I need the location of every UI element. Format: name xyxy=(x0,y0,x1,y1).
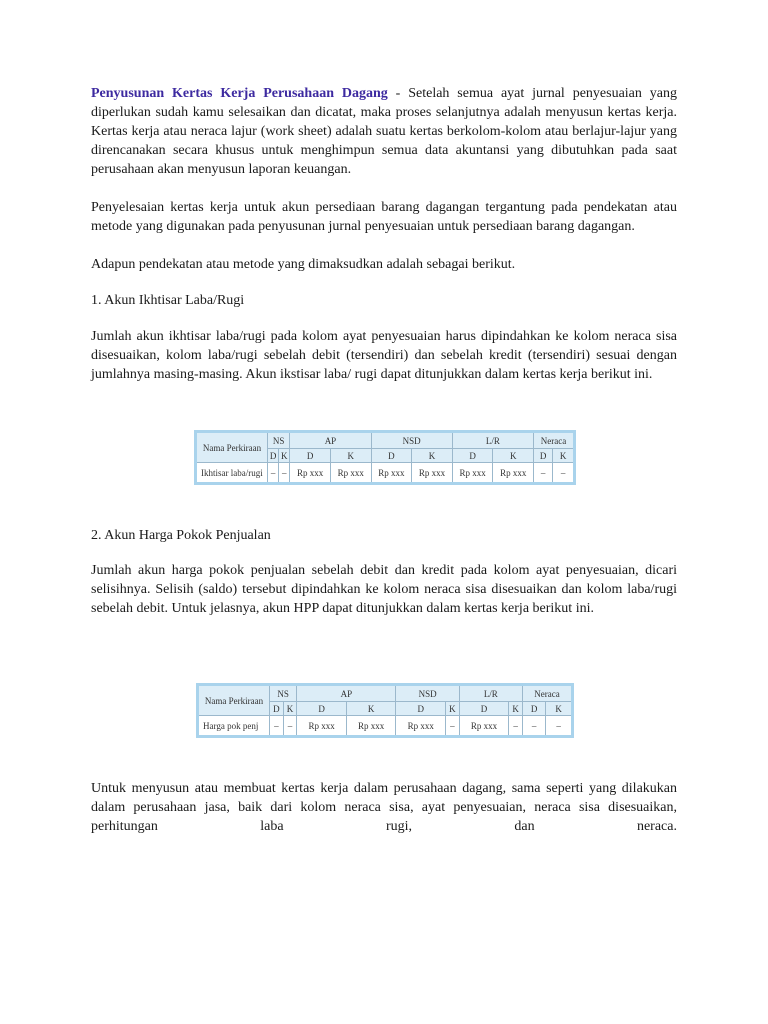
table-cell: – xyxy=(553,463,575,484)
section2-heading: 2. Akun Harga Pokok Penjualan xyxy=(91,528,271,543)
header-debit: D xyxy=(534,449,553,463)
table-cell: – xyxy=(283,716,297,737)
header-ns: NS xyxy=(268,432,290,449)
worksheet-table-2 xyxy=(196,683,574,738)
table-cell: Rp xxx xyxy=(371,463,412,484)
row-label: Ikhtisar laba/rugi xyxy=(196,463,268,484)
header-ap: AP xyxy=(297,685,396,702)
table-cell: – xyxy=(270,716,284,737)
row-label: Harga pok penj xyxy=(198,716,270,737)
header-nama-perkiraan: Nama Perkiraan xyxy=(198,685,270,716)
header-lr: L/R xyxy=(452,432,533,449)
header-debit: D xyxy=(371,449,412,463)
paragraph-2: Penyelesaian kertas kerja untuk akun persediaan barang dagangan tergantung pada pendekatan atau metode yang digunakan pada penyusunan jurnal penyesuaian untuk persediaan barang dagangan. xyxy=(91,200,677,234)
header-nsd: NSD xyxy=(371,432,452,449)
closing-paragraph: Untuk menyusun atau membuat kertas kerja dalam perusahaan dagang, sama seperti yang dilakukan dalam perusahaan jasa, baik dari kolom neraca sisa, ayat penyesuaian, neraca sisa disesuaikan, perhitungan laba rugi, dan neraca. xyxy=(91,781,677,834)
header-kredit: K xyxy=(509,702,523,716)
title-separator: - xyxy=(387,86,409,101)
header-nsd: NSD xyxy=(396,685,459,702)
table-row xyxy=(196,463,575,484)
title-link[interactable]: Penyusunan Kertas Kerja Perusahaan Dagang xyxy=(91,86,388,101)
intro-text: Setelah semua ayat jurnal penyesuaian yang diperlukan sudah kamu selesaikan dan dicatat, maka proses selanjutnya adalah menyusun kertas kerja. Kertas kerja atau neraca lajur (work sheet) adalah suatu kertas berkolom-kolom atau berlajur-lajur yang direncanakan secara khusus untuk menghimpun semua data akuntansi yang dibutuhkan pada saat perusahaan akan menyusun laporan keuangan. xyxy=(91,86,677,177)
section1-heading: 1. Akun Ikhtisar Laba/Rugi xyxy=(91,293,245,308)
header-kredit: K xyxy=(283,702,297,716)
table-cell: Rp xxx xyxy=(346,716,396,737)
header-debit: D xyxy=(297,702,347,716)
header-debit: D xyxy=(270,702,284,716)
header-neraca: Neraca xyxy=(534,432,575,449)
header-kredit: K xyxy=(446,702,460,716)
header-nama-perkiraan: Nama Perkiraan xyxy=(196,432,268,463)
header-debit: D xyxy=(452,449,493,463)
header-debit: D xyxy=(290,449,331,463)
header-ns: NS xyxy=(270,685,297,702)
table-cell: Rp xxx xyxy=(412,463,453,484)
header-kredit: K xyxy=(553,449,575,463)
table-row xyxy=(198,716,573,737)
header-kredit: K xyxy=(330,449,371,463)
header-debit: D xyxy=(396,702,446,716)
header-debit: D xyxy=(522,702,545,716)
table-cell: Rp xxx xyxy=(297,716,347,737)
header-kredit: K xyxy=(412,449,453,463)
header-neraca: Neraca xyxy=(522,685,572,702)
section1-text: Jumlah akun ikhtisar laba/rugi pada kolom ayat penyesuaian harus dipindahkan ke kolom neraca sisa disesuaikan, kolom laba/rugi sebelah debit (tersendiri) dan sebelah kredit (tersendiri) sesuai dengan jumlahnya masing-masing. Akun ikstisar laba/ rugi dapat ditunjukkan dalam kertas kerja berikut ini. xyxy=(91,329,677,382)
table-cell: – xyxy=(446,716,460,737)
table-cell: Rp xxx xyxy=(330,463,371,484)
table-cell: – xyxy=(534,463,553,484)
header-kredit: K xyxy=(546,702,573,716)
table-cell: Rp xxx xyxy=(290,463,331,484)
table-cell: Rp xxx xyxy=(459,716,509,737)
header-lr: L/R xyxy=(459,685,522,702)
header-debit: D xyxy=(459,702,509,716)
table-cell: – xyxy=(268,463,279,484)
table-cell: – xyxy=(279,463,290,484)
intro-paragraph xyxy=(91,84,677,179)
section2-text: Jumlah akun harga pokok penjualan sebelah debit dan kredit pada kolom ayat penyesuaian, dicari selisihnya. Selisih (saldo) tersebut dipindahkan ke kolom neraca sisa disesuaikan dan kolom laba/rugi sebelah debit. Untuk jelasnya, akun HPP dapat ditunjukkan dalam kertas kerja berikut ini. xyxy=(91,563,677,616)
header-kredit: K xyxy=(493,449,534,463)
header-debit: D xyxy=(268,449,279,463)
table-cell: Rp xxx xyxy=(396,716,446,737)
table-cell: – xyxy=(509,716,523,737)
table-cell: Rp xxx xyxy=(493,463,534,484)
table-cell: Rp xxx xyxy=(452,463,493,484)
paragraph-3: Adapun pendekatan atau metode yang dimaksudkan adalah sebagai berikut. xyxy=(91,257,516,272)
table-cell: – xyxy=(522,716,545,737)
header-kredit: K xyxy=(279,449,290,463)
header-ap: AP xyxy=(290,432,371,449)
worksheet-table-1 xyxy=(194,430,576,485)
header-kredit: K xyxy=(346,702,396,716)
table-cell: – xyxy=(546,716,573,737)
